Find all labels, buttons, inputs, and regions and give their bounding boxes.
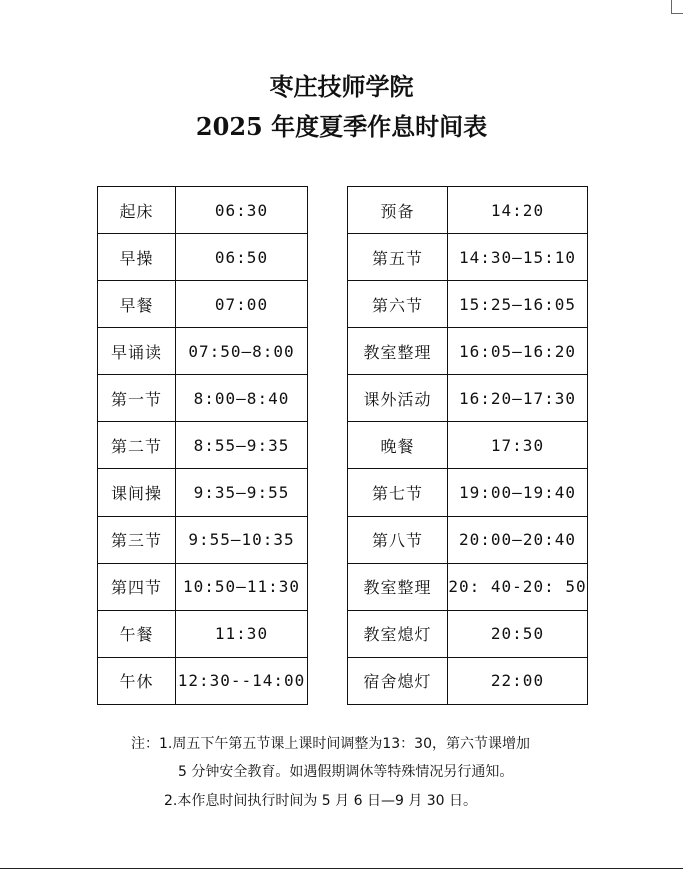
morning-activity-name: 第一节 [98, 375, 176, 422]
note-line-1: 注：1.周五下午第五节课上课时间调整为13：30，第六节课增加 [131, 736, 530, 752]
schedule-row [98, 422, 588, 469]
morning-activity-time: 11:30 [176, 610, 308, 657]
schedule-row [98, 657, 588, 704]
note-line-3: 2.本作息时间执行时间为 5 月 6 日—9 月 30 日。 [164, 793, 478, 809]
schedule-row [98, 469, 588, 516]
afternoon-activity-name: 教室整理 [348, 328, 448, 375]
schedule-row [98, 516, 588, 563]
morning-activity-time: 9:35—9:55 [176, 469, 308, 516]
afternoon-activity-name: 教室整理 [348, 563, 448, 610]
corner-crop-mark-horizontal [671, 13, 683, 14]
schedule-row [98, 375, 588, 422]
table-column-gap [308, 657, 348, 704]
morning-activity-name: 午餐 [98, 610, 176, 657]
schedule-row [98, 281, 588, 328]
afternoon-activity-time: 16:20—17:30 [448, 375, 588, 422]
table-column-gap [308, 563, 348, 610]
afternoon-activity-name: 晚餐 [348, 422, 448, 469]
morning-activity-time: 8:00—8:40 [176, 375, 308, 422]
schedule-table-body [98, 187, 588, 705]
table-column-gap [308, 422, 348, 469]
table-column-gap [308, 234, 348, 281]
morning-activity-name: 第四节 [98, 563, 176, 610]
afternoon-activity-time: 20:50 [448, 610, 588, 657]
morning-activity-time: 9:55—10:35 [176, 516, 308, 563]
afternoon-activity-time: 22:00 [448, 657, 588, 704]
schedule-row [98, 328, 588, 375]
afternoon-activity-name: 第八节 [348, 516, 448, 563]
schedule-row [98, 610, 588, 657]
afternoon-activity-name: 教室熄灯 [348, 610, 448, 657]
note-line-2: 5 分钟安全教育。如遇假期调休等特殊情况另行通知。 [178, 764, 514, 780]
table-column-gap [308, 469, 348, 516]
afternoon-activity-name: 预备 [348, 187, 448, 234]
morning-activity-time: 07:00 [176, 281, 308, 328]
schedule-row [98, 234, 588, 281]
afternoon-activity-time: 20: 40-20: 50 [448, 563, 588, 610]
afternoon-activity-time: 19:00—19:40 [448, 469, 588, 516]
morning-activity-name: 课间操 [98, 469, 176, 516]
afternoon-activity-name: 第六节 [348, 281, 448, 328]
morning-activity-time: 07:50—8:00 [176, 328, 308, 375]
afternoon-activity-name: 第七节 [348, 469, 448, 516]
corner-crop-mark [671, 0, 672, 14]
schedule-row [98, 563, 588, 610]
morning-activity-time: 06:30 [176, 187, 308, 234]
table-column-gap [308, 187, 348, 234]
afternoon-activity-time: 20:00—20:40 [448, 516, 588, 563]
morning-activity-name: 午休 [98, 657, 176, 704]
afternoon-activity-time: 17:30 [448, 422, 588, 469]
afternoon-activity-name: 第五节 [348, 234, 448, 281]
morning-activity-name: 早操 [98, 234, 176, 281]
afternoon-activity-time: 14:20 [448, 187, 588, 234]
afternoon-activity-name: 课外活动 [348, 375, 448, 422]
table-column-gap [308, 516, 348, 563]
table-column-gap [308, 281, 348, 328]
morning-activity-time: 06:50 [176, 234, 308, 281]
table-column-gap [308, 375, 348, 422]
table-column-gap [308, 328, 348, 375]
page-bottom-rule [0, 868, 683, 869]
afternoon-activity-time: 15:25—16:05 [448, 281, 588, 328]
table-column-gap [308, 610, 348, 657]
morning-activity-name: 早餐 [98, 281, 176, 328]
morning-activity-name: 起床 [98, 187, 176, 234]
schedule-table [97, 186, 588, 705]
morning-activity-name: 第三节 [98, 516, 176, 563]
afternoon-activity-name: 宿舍熄灯 [348, 657, 448, 704]
schedule-row [98, 187, 588, 234]
morning-activity-time: 12:30--14:00 [176, 657, 308, 704]
afternoon-activity-time: 16:05—16:20 [448, 328, 588, 375]
schedule-title: 2025 年度夏季作息时间表 [195, 112, 488, 141]
morning-activity-time: 10:50—11:30 [176, 563, 308, 610]
school-name-title: 枣庄技师学院 [269, 72, 414, 101]
morning-activity-name: 第二节 [98, 422, 176, 469]
morning-activity-name: 早诵读 [98, 328, 176, 375]
afternoon-activity-time: 14:30—15:10 [448, 234, 588, 281]
morning-activity-time: 8:55—9:35 [176, 422, 308, 469]
